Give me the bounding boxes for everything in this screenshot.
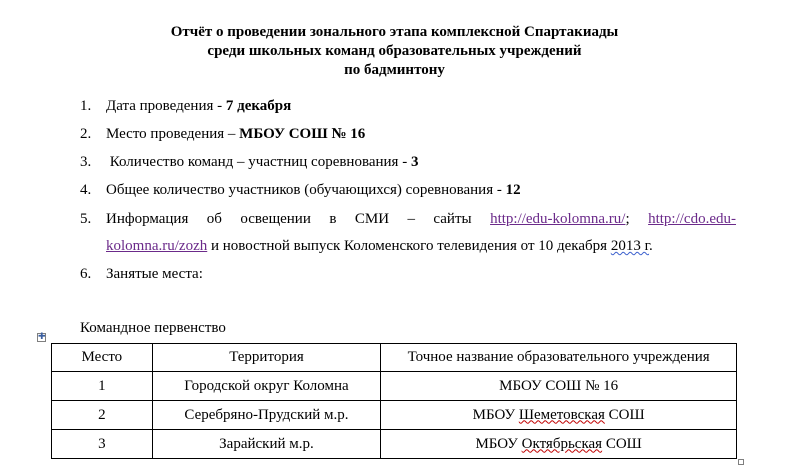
school-name-suffix: СОШ [604,406,645,423]
list-item-media-number [80,209,106,229]
table-header-row [52,344,737,372]
item-label: Общее количество участников (обучающихся) соревнования - [106,182,506,198]
school-name-prefix: МБОУ [472,406,519,423]
cell-place: 2 [52,401,153,430]
item-value: МБОУ СОШ № 16 [239,126,366,142]
item-label: Занятые места: [106,266,203,282]
list-item-media-continued [106,236,653,256]
link-edu-kolomna[interactable]: http://edu-kolomna.ru/ [490,211,626,227]
results-table [51,343,737,459]
school-name-suffix: СОШ [602,435,642,452]
title-line-3: по бадминтону [344,62,445,78]
list-number: 4. [80,182,92,198]
item-value: 3 [410,154,419,170]
school-name-prefix: МБОУ [475,435,522,452]
list-item-media [106,209,736,229]
item-year: 2013 г [610,238,650,254]
item-value: 7 декабря [225,98,292,114]
title-line-1: Отчёт о проведении зонального этапа комплексной Спартакиады [170,24,619,40]
list-number: 5. [80,211,92,227]
school-name-main: Октябрьская [521,435,603,452]
table-resize-handle[interactable] [738,459,744,465]
list-item-teams [80,152,418,172]
list-number: 6. [80,266,92,282]
cell-place: 1 [52,372,153,401]
list-item-venue [80,124,365,144]
item-value: 12 [505,182,521,198]
link-cdo-zozh-part2[interactable]: kolomna.ru/zozh [106,238,208,254]
header-school: Точное название образовательного учреждения [381,344,737,372]
cell-school [381,372,737,401]
list-number: 1. [80,98,92,114]
cell-territory: Серебряно-Прудский м.р. [152,401,381,430]
item-period: . [649,238,653,254]
list-item-participants [80,180,521,200]
cell-territory: Зарайский м.р. [152,430,381,459]
title-line-2: среди школьных команд образовательных учреждений [207,43,582,59]
separator: ; [625,211,649,227]
list-item-places [80,264,203,284]
link-cdo-zozh-part1[interactable]: http://cdo.edu- [648,211,736,227]
cell-territory: Городской округ Коломна [152,372,381,401]
item-label: Дата проведения - [106,98,226,114]
school-name: МБОУ СОШ № 16 [499,377,619,394]
table-row [52,372,737,401]
table-row [52,430,737,459]
item-label: Место проведения – [106,126,240,142]
school-name-main: Шеметовская [518,406,605,423]
move-icon[interactable]: ✚ [38,332,46,342]
item-label: Информация об освещении в СМИ – сайты [106,211,491,227]
cell-school [381,430,737,459]
list-number: 3. [80,154,92,170]
list-number: 2. [80,126,92,142]
cell-place: 3 [52,430,153,459]
team-standings-label: Командное первенство [80,320,226,336]
cell-school [381,401,737,430]
item-text: и новостной выпуск Коломенского телевидения от 10 декабря [207,238,611,254]
item-label: Количество команд – участниц соревнования - [106,154,411,170]
list-item-date [80,96,291,116]
report-title [0,23,789,80]
table-row [52,401,737,430]
header-place: Место [52,344,153,372]
header-territory: Территория [152,344,381,372]
